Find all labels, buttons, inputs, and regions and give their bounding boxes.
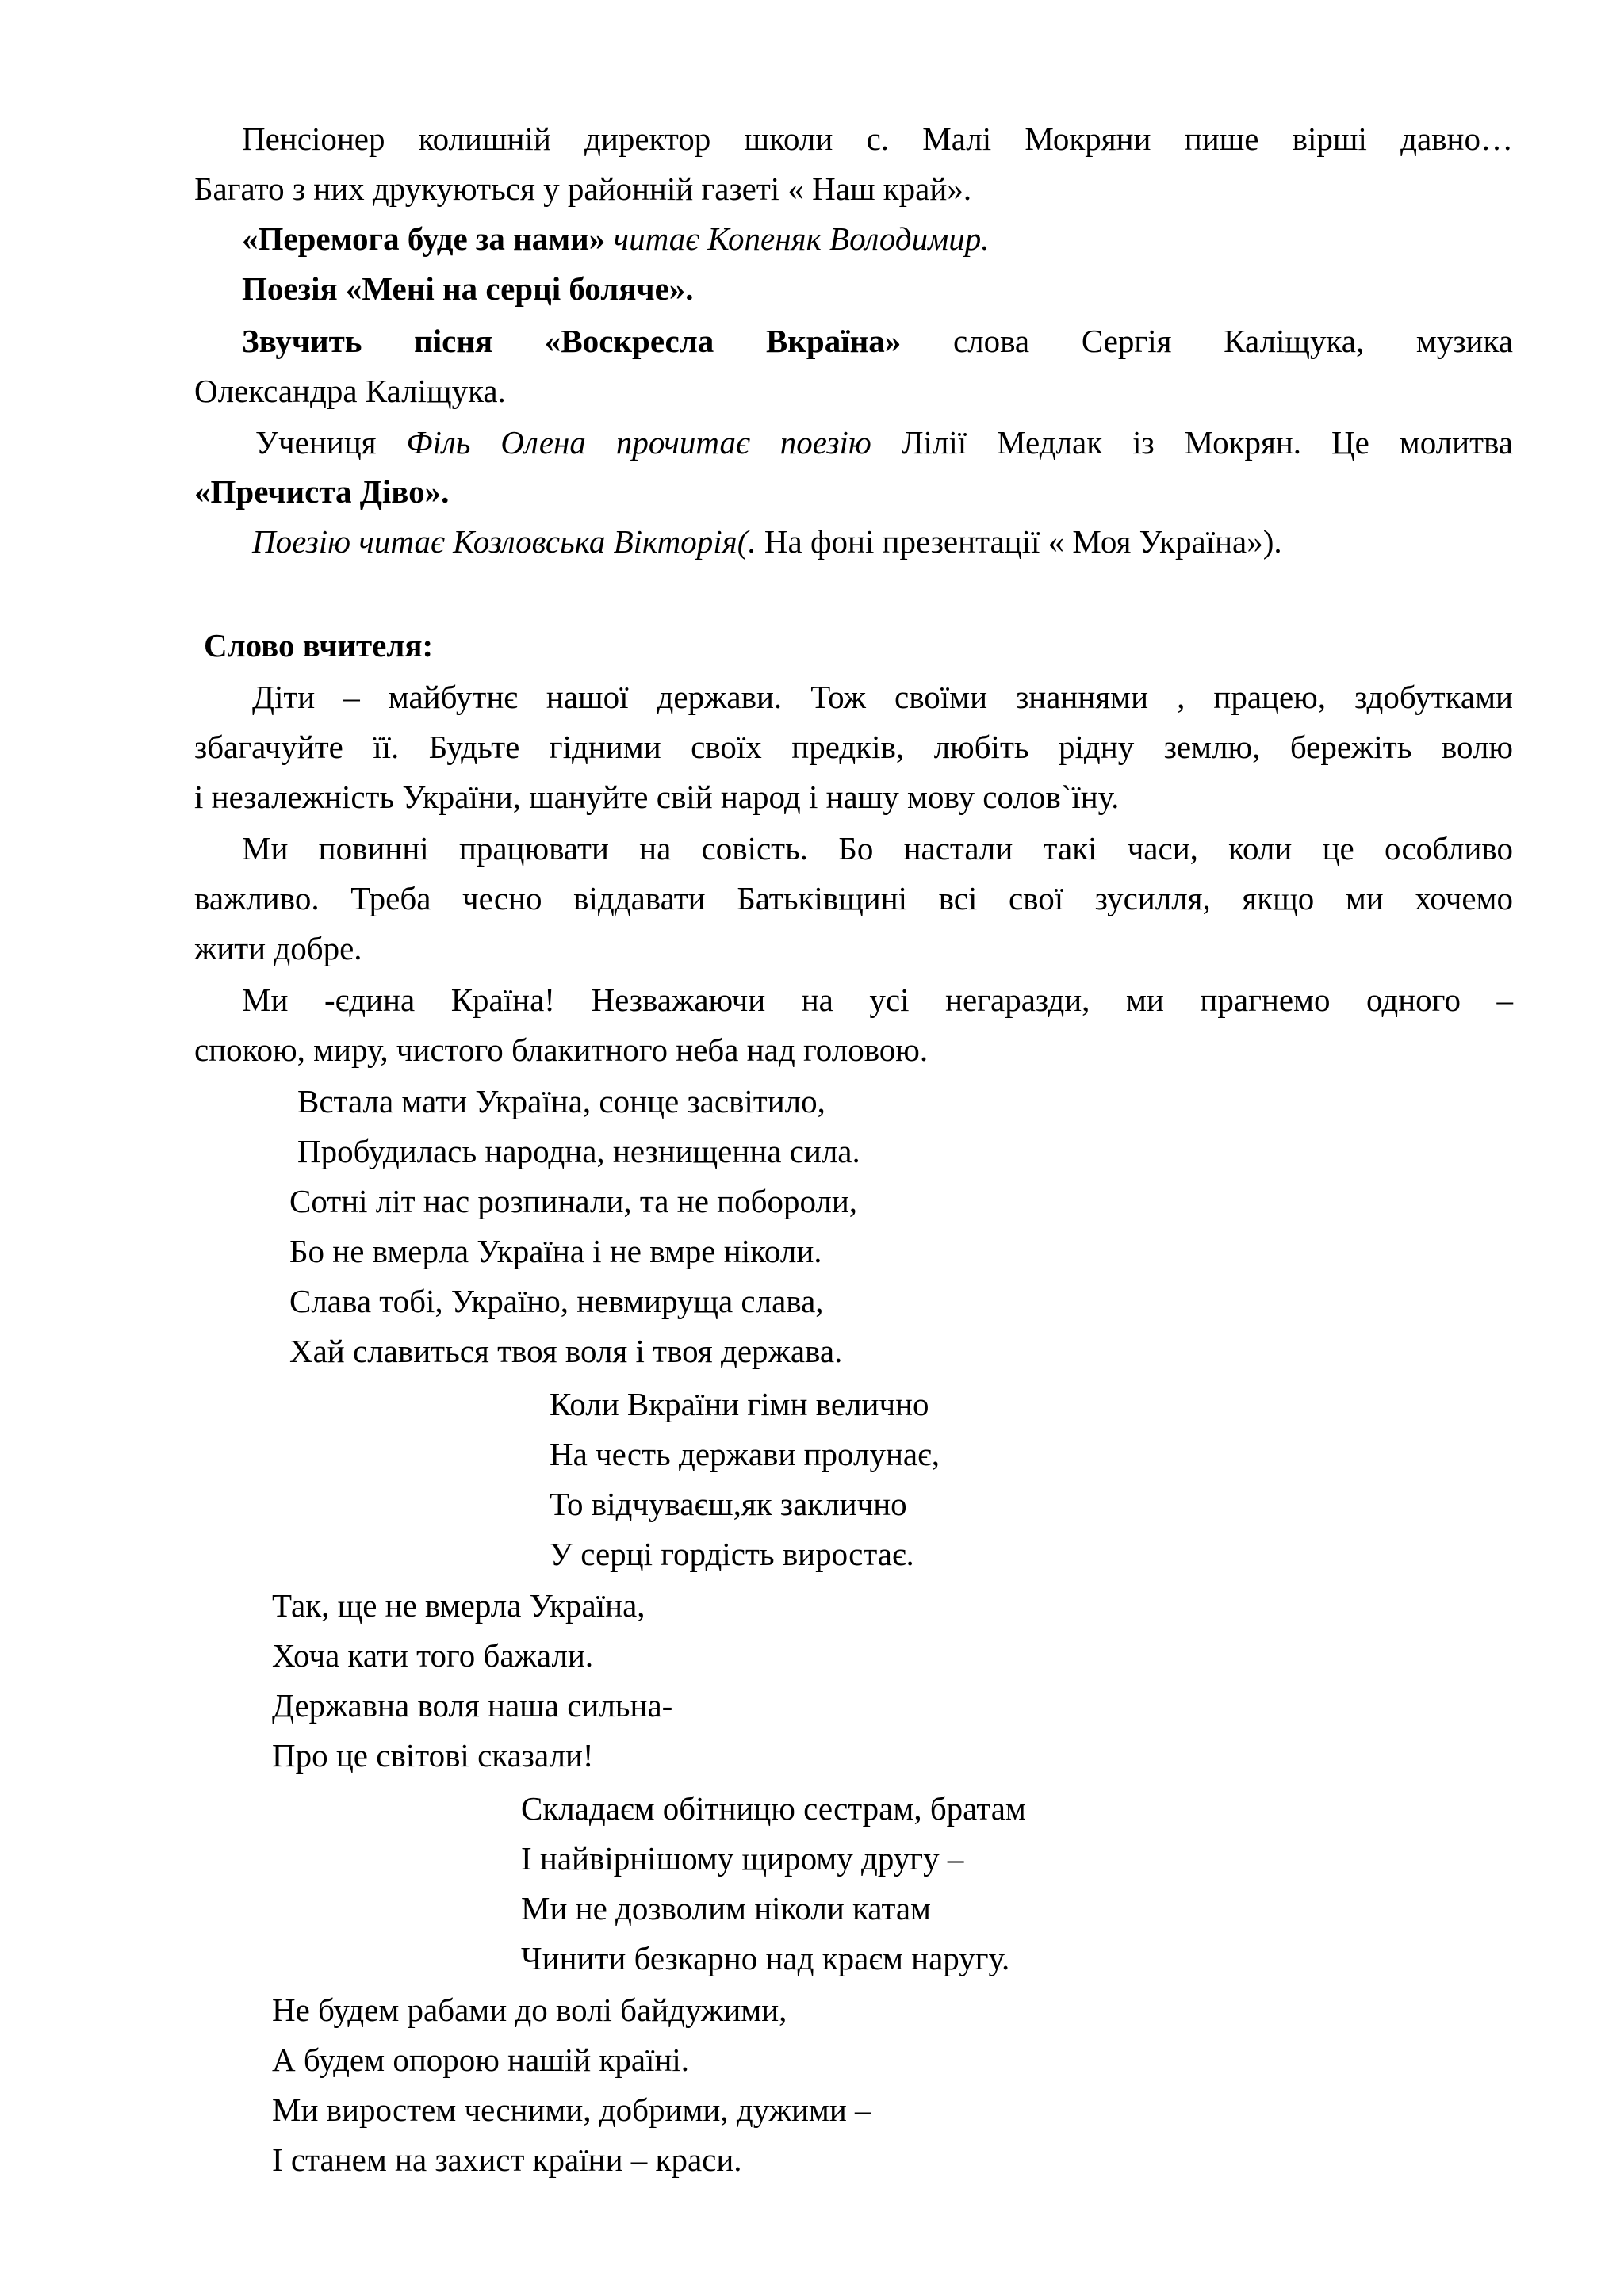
poem-line: Встала мати Україна, сонце засвітило,: [297, 1083, 825, 1119]
italic-note: Поезію читає Козловська Вікторія(.: [252, 523, 756, 560]
paragraph-line: Діти – майбутнє нашої держави. Тож своїми знаннями , працею, здобутками: [252, 679, 1513, 715]
poem-line: Складаєм обітницю сестрам, братам: [521, 1790, 1026, 1827]
paragraph-line: [255, 421, 1513, 464]
poem-line: Хай славиться твоя воля і твоя держава.: [289, 1333, 843, 1369]
paragraph-line: Багато з них друкуються у районній газеті « Наш край».: [194, 170, 972, 207]
poem-line: Коли Вкраїни гімн велично: [550, 1386, 929, 1422]
italic-note: читає Копеняк Володимир.: [605, 220, 990, 257]
poem-line: Ми не дозволим ніколи катам: [521, 1890, 932, 1927]
text-run: На фоні презентації « Моя Україна»).: [756, 523, 1282, 560]
paragraph-line: спокою, миру, чистого блакитного неба над головою.: [194, 1031, 929, 1068]
paragraph-line: [242, 320, 1513, 362]
italic-note: Філь Олена прочитає поезію: [406, 424, 871, 461]
paragraph-line: Олександра Каліщука.: [194, 373, 506, 409]
paragraph-line: [242, 217, 990, 260]
paragraph-line: Ми -єдина Країна! Незважаючи на усі негаразди, ми прагнемо одного –: [242, 982, 1513, 1018]
poem-line: На честь держави пролунає,: [550, 1436, 940, 1472]
poem-line: Так, ще не вмерла Україна,: [272, 1587, 645, 1624]
text-run: слова Сергія Каліщука, музика: [901, 323, 1513, 359]
poem-line: Чинити безкарно над краєм наругу.: [521, 1940, 1010, 1976]
paragraph-line: Пенсіонер колишній директор школи с. Малі Мокряни пише вірші давно…: [242, 121, 1513, 157]
poem-line: Не будем рабами до волі байдужими,: [272, 1992, 787, 2028]
paragraph-line: Поезія «Мені на серці боляче».: [242, 270, 694, 307]
poem-line: То відчуваєш,як заклично: [550, 1486, 907, 1522]
poem-line: І станем на захист країни – краси.: [272, 2141, 742, 2178]
poem-line: Сотні літ нас розпинали, та не побороли,: [289, 1183, 858, 1219]
text-run: Лілії Медлак із Мокрян. Це молитва: [871, 424, 1513, 461]
paragraph-line: збагачуйте її. Будьте гідними своїх предків, любіть рідну землю, бережіть волю: [194, 729, 1513, 765]
bold-title: «Перемога буде за нами»: [242, 220, 606, 257]
poem-line: Бо не вмерла Україна і не вмре ніколи.: [289, 1233, 822, 1269]
poem-line: А будем опорою нашій країні.: [272, 2042, 690, 2078]
paragraph-line: [252, 520, 1282, 563]
poem-line: Про це світові сказали!: [272, 1737, 594, 1774]
poem-line: Пробудилась народна, незнищенна сила.: [297, 1133, 860, 1169]
poem-line: Хоча кати того бажали.: [272, 1637, 594, 1674]
poem-line: Державна воля наша сильна-: [272, 1687, 673, 1724]
section-heading: Слово вчителя:: [204, 627, 434, 664]
poem-line: Слава тобі, Україно, невмируща слава,: [289, 1283, 824, 1319]
paragraph-line: жити добре.: [194, 930, 362, 966]
text-run: Учениця: [255, 424, 407, 461]
poem-line: У серці гордість виростає.: [550, 1536, 914, 1572]
poem-line: Ми виростем чесними, добрими, дужими –: [272, 2091, 871, 2128]
bold-title: Звучить пісня «Воскресла Вкраїна»: [242, 323, 902, 359]
paragraph-line: важливо. Треба чесно віддавати Батьківщині всі свої зусилля, якщо ми хочемо: [194, 880, 1513, 916]
paragraph-line: «Пречиста Діво».: [194, 473, 450, 510]
paragraph-line: Ми повинні працювати на совість. Бо настали такі часи, коли це особливо: [242, 830, 1513, 867]
paragraph-line: і незалежність України, шануйте свій народ і нашу мову солов`їну.: [194, 779, 1120, 815]
poem-line: І найвірнішому щирому другу –: [521, 1840, 964, 1877]
